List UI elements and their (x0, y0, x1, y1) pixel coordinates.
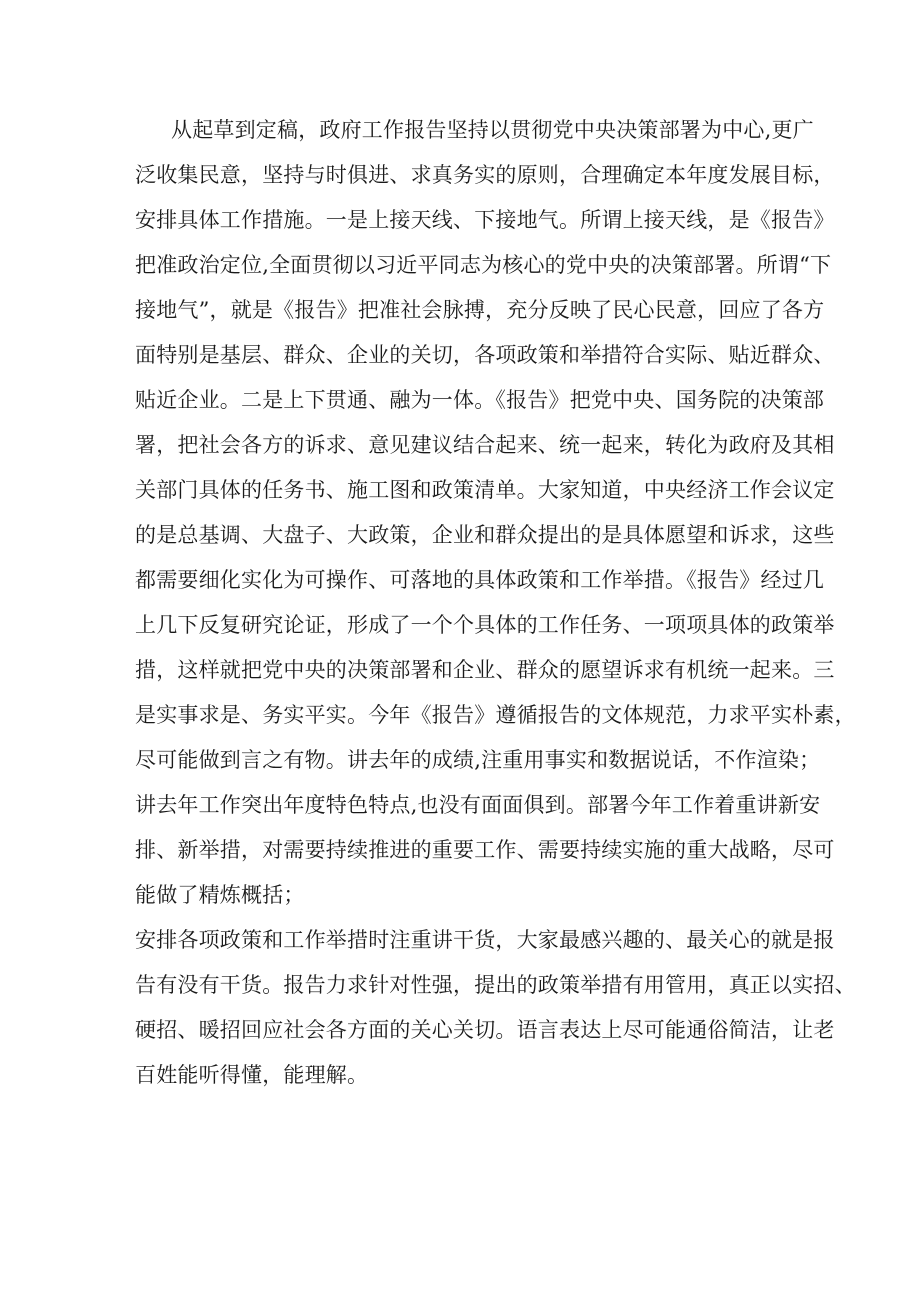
paragraph-line: 是实事求是、务实平实。今年《报告》遵循报告的文体规范，力求平实朴素， (135, 703, 856, 727)
paragraph-line: 把准政治定位,全面贯彻以习近平同志为核心的党中央的决策部署。所谓“下 (135, 253, 832, 277)
paragraph-line: 贴近企业。二是上下贯通、融为一体。《报告》把党中央、国务院的决策部 (135, 388, 825, 412)
paragraph-line: 面特别是基层、群众、企业的关切，各项政策和举措符合实际、贴近群众、 (135, 343, 835, 367)
paragraph-line: 的是总基调、大盘子、大政策，企业和群众提出的是具体愿望和诉求，这些 (135, 523, 835, 547)
paragraph-line: 从起草到定稿，政府工作报告坚持以贯彻党中央决策部署为中心,更广 (171, 118, 814, 142)
paragraph-line: 百姓能听得懂，能理解。 (135, 1063, 369, 1087)
paragraph-line: 安排具体工作措施。一是上接天线、下接地气。所谓上接天线，是《报告》 (135, 208, 835, 232)
paragraph-line: 关部门具体的任务书、施工图和政策清单。大家知道，中央经济工作会议定 (135, 478, 835, 502)
paragraph-line: 措，这样就把党中央的决策部署和企业、群众的愿望诉求有机统一起来。三 (135, 658, 835, 682)
paragraph-line: 都需要细化实化为可操作、可落地的具体政策和工作举措。《报告》经过几 (135, 568, 825, 592)
paragraph-line: 署，把社会各方的诉求、意见建议结合起来、统一起来，转化为政府及其相 (135, 433, 835, 457)
paragraph-line: 硬招、暖招回应社会各方面的关心关切。语言表达上尽可能通俗简洁，让老 (135, 1018, 835, 1042)
paragraph-line: 排、新举措，对需要持续推进的重要工作、需要持续实施的重大战略，尽可 (135, 838, 835, 862)
paragraph-line: 能做了精炼概括； (135, 883, 305, 907)
paragraph-line: 安排各项政策和工作举措时注重讲干货，大家最感兴趣的、最关心的就是报 (135, 928, 835, 952)
paragraph-line: 上几下反复研究论证，形成了一个个具体的工作任务、一项项具体的政策举 (135, 613, 835, 637)
paragraph-line: 尽可能做到言之有物。讲去年的成绩,注重用事实和数据说话，不作渲染； (135, 748, 821, 772)
paragraph-line: 接地气”，就是《报告》把准社会脉搏，充分反映了民心民意，回应了各方 (135, 298, 825, 322)
paragraph-line: 告有没有干货。报告力求针对性强，提出的政策举措有用管用，真正以实招、 (135, 973, 856, 997)
paragraph-line: 讲去年工作突出年度特色特点,也没有面面俱到。部署今年工作着重讲新安 (135, 793, 821, 817)
paragraph-line: 泛收集民意，坚持与时俱进、求真务实的原则，合理确定本年度发展目标， (135, 163, 835, 187)
